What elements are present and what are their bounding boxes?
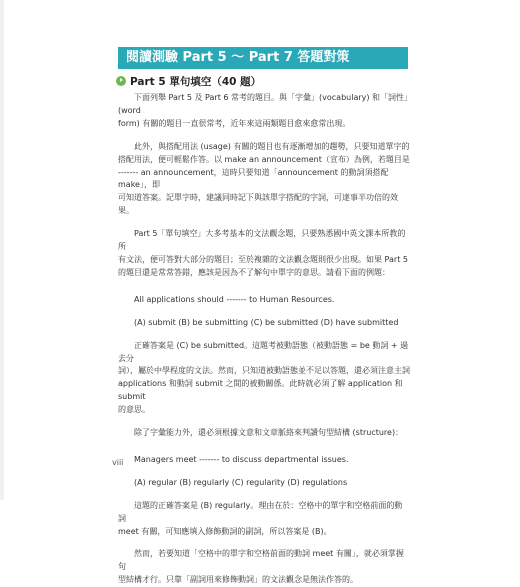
- page-number: viii: [112, 458, 124, 467]
- paragraph-6-line-1: 這題的正確答案是 (B) regularly。理由在於：空格中的單字和空格前面的動詞: [118, 500, 403, 523]
- example-2-question: Managers meet ------- to discuss departmental issues.: [134, 454, 349, 464]
- chapter-header: [118, 47, 408, 69]
- paragraph-3-line-1: Part 5「單句填空」大多考基本的文法觀念題，只要熟悉國中英文課本所教的所: [118, 229, 406, 252]
- page-binding-edge: [0, 0, 4, 500]
- paragraph-3-line-3: 的題目還是常常答錯，應該是因為不了解句中單字的意思。請看下面的例題：: [118, 267, 390, 277]
- paragraph-5-line-1: 除了字彙能力外，還必須根據文意和文章脈絡來判讀句型結構 (structure)：: [134, 428, 404, 438]
- paragraph-6-line-2: meet 有關，可知應填入修飾動詞的副詞，所以答案是 (B)。: [118, 526, 332, 536]
- chapter-header-title: 閱讀測驗 Part 5 ～ Part 7 答題對策: [126, 50, 350, 65]
- section-heading-title: Part 5 單句填空（40 題）: [130, 75, 262, 88]
- paragraph-3-line-2: 有文法，便可答對大部分的題目；至於複雜的文法觀念題則很少出現。如果 Part 5: [118, 254, 408, 264]
- paragraph-7-line-2: 型結構才行。只靠「副詞用來修飾動詞」的文法觀念是無法作答的。: [118, 575, 358, 585]
- paragraph-2-line-3: ------- an announcement，這時只要知道「announcement 的動詞須搭配 make」，即: [118, 167, 389, 190]
- body-text: [118, 92, 410, 587]
- paragraph-7-line-1: 然而，若要知道「空格中的單字和空格前面的動詞 meet 有關」，就必須掌握句: [118, 549, 404, 572]
- example-2-options: (A) regular (B) regularly (C) regularity (D) regulations: [134, 477, 348, 487]
- paragraph-2-line-4: 可知道答案。記單字時，建議同時記下與該單字搭配的字詞，可達事半功倍的效果。: [118, 193, 398, 216]
- paragraph-4-line-2: 詞），屬於中學程度的文法。然而，只知道被動語態並不足以答題，還必須注意主詞: [118, 366, 410, 376]
- paragraph-2-line-2: 搭配用法，便可輕鬆作答。以 make an announcement（宣布）為例，若題目是: [118, 154, 410, 164]
- paragraph-2-line-1: 此外，與搭配用法 (usage) 有關的題目也有逐漸增加的趨勢，只要知道單字的: [134, 141, 410, 151]
- example-1-options: (A) submit (B) be submitting (C) be submitted (D) have submitted: [134, 317, 399, 327]
- paragraph-4-line-1: 正確答案是 (C) be submitted。這題考被動語態（被動語態 = be 動詞 + 過去分: [118, 340, 409, 363]
- paragraph-1-line-2: form) 有關的題目一直很常考，近年來這兩類題目愈來愈常出現。: [118, 118, 351, 128]
- example-1-question: All applications should ------- to Human Resources.: [134, 294, 335, 304]
- paragraph-4-line-3: applications 和動詞 submit 之間的被動關係。此時就必須了解 application 和 submit: [118, 379, 403, 402]
- section-heading: [116, 73, 261, 89]
- play-arrow-icon: [116, 76, 126, 86]
- paragraph-4-line-4: 的意思。: [118, 405, 150, 415]
- paragraph-1-line-1: 下面列舉 Part 5 及 Part 6 常考的題目。與「字彙」(vocabulary) 和「詞性」(word: [118, 93, 409, 115]
